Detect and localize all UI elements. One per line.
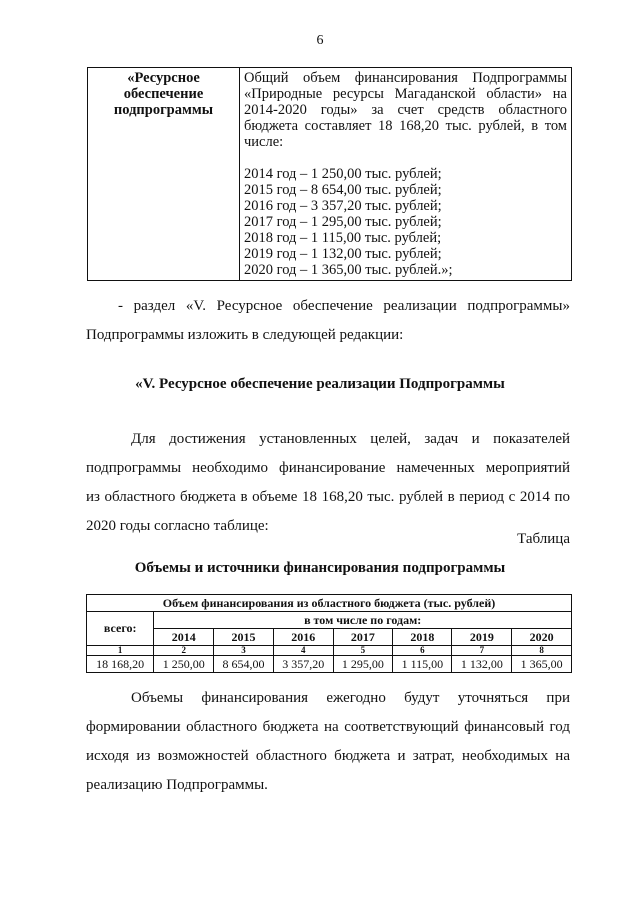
year-header-2016: 2016 <box>273 629 333 646</box>
finance-table-header: Объем финансирования из областного бюджета (тыс. рублей) <box>87 595 572 612</box>
value-2015: 8 654,00 <box>214 656 274 673</box>
column-number: 3 <box>214 646 274 656</box>
resource-label: «Ресурсное обеспечение подпрограммы <box>88 68 240 281</box>
year-header-2018: 2018 <box>393 629 452 646</box>
resource-year-2014: 2014 год – 1 250,00 тыс. рублей; <box>244 166 442 182</box>
resource-year-2018: 2018 год – 1 115,00 тыс. рублей; <box>244 230 442 246</box>
resource-intro: Общий объем финансирования Подпрограммы «Природные ресурсы Магаданской области» на 2014-2020 годы» за счет средств областного бюджета составляет 18 168,20 тыс. рублей, в том числе: <box>244 70 567 150</box>
total-label: всего: <box>87 612 154 646</box>
column-number: 1 <box>87 646 154 656</box>
column-number: 7 <box>452 646 512 656</box>
page-number: 6 <box>316 33 324 48</box>
table-label: Таблица <box>517 531 570 547</box>
table-title: Объемы и источники финансирования подпрограммы <box>134 560 506 576</box>
column-number: 5 <box>333 646 393 656</box>
column-number: 2 <box>154 646 214 656</box>
value-2020: 1 365,00 <box>512 656 572 673</box>
resource-year-2015: 2015 год – 8 654,00 тыс. рублей; <box>244 182 442 198</box>
value-total: 18 168,20 <box>87 656 154 673</box>
by-years-label: в том числе по годам: <box>154 612 572 629</box>
body-line-4: 2020 годы согласно таблице: <box>86 518 269 534</box>
closing-line-3: исходя из возможностей областного бюджета и затрат, необходимых на <box>86 748 570 764</box>
year-header-2020: 2020 <box>512 629 572 646</box>
column-number: 8 <box>512 646 572 656</box>
value-2019: 1 132,00 <box>452 656 512 673</box>
closing-line-4: реализацию Подпрограммы. <box>86 777 268 793</box>
year-header-2019: 2019 <box>452 629 512 646</box>
body-line-3: из областного бюджета в объеме 18 168,20 тыс. рублей в период с 2014 по <box>86 489 570 505</box>
resource-content <box>240 68 572 281</box>
instruction-line-2: Подпрограммы изложить в следующей редакции: <box>86 327 404 343</box>
resource-year-2016: 2016 год – 3 357,20 тыс. рублей; <box>244 198 442 214</box>
year-header-2017: 2017 <box>333 629 393 646</box>
resource-year-2017: 2017 год – 1 295,00 тыс. рублей; <box>244 214 442 230</box>
year-header-2014: 2014 <box>154 629 214 646</box>
instruction-line-1: - раздел «V. Ресурсное обеспечение реализации подпрограммы» <box>118 298 570 314</box>
section-heading: «V. Ресурсное обеспечение реализации Подпрограммы <box>135 376 505 392</box>
column-number: 6 <box>393 646 452 656</box>
closing-line-1: Объемы финансирования ежегодно будут уточняться при <box>131 690 570 706</box>
column-number: 4 <box>273 646 333 656</box>
resource-year-2019: 2019 год – 1 132,00 тыс. рублей; <box>244 246 442 262</box>
resource-year-2020: 2020 год – 1 365,00 тыс. рублей.»; <box>244 262 453 278</box>
body-line-1: Для достижения установленных целей, задач и показателей <box>131 431 570 447</box>
finance-table <box>86 594 572 673</box>
body-line-2: подпрограммы необходимо финансирование намеченных мероприятий <box>86 460 570 476</box>
value-2014: 1 250,00 <box>154 656 214 673</box>
resource-summary-table <box>87 67 572 281</box>
value-2017: 1 295,00 <box>333 656 393 673</box>
year-header-2015: 2015 <box>214 629 274 646</box>
closing-line-2: формировании областного бюджета на соответствующий финансовый год <box>86 719 570 735</box>
value-2016: 3 357,20 <box>273 656 333 673</box>
value-2018: 1 115,00 <box>393 656 452 673</box>
